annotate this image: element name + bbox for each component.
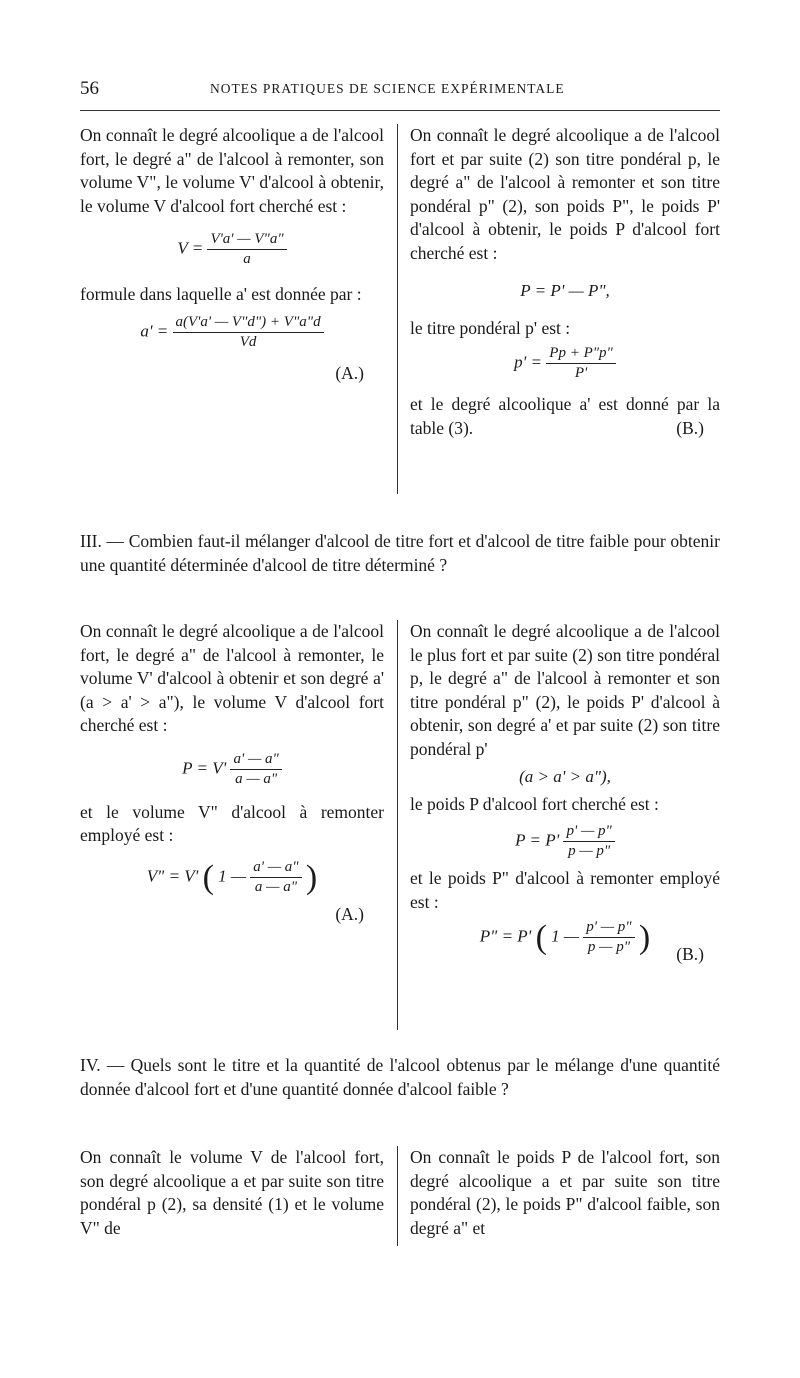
top-block xyxy=(80,124,720,494)
formula-lhs: V" = V' xyxy=(146,865,199,885)
formula-lhs: V = xyxy=(177,238,204,258)
formula-tag: (B.) xyxy=(676,944,704,964)
paragraph: On connaît le degré alcoolique a de l'alcool fort, le degré a" de l'alcool à remonter, son volume V", le volume V' d'alcool à obtenir, le volume V d'alcool fort cherché est : xyxy=(80,125,384,216)
fraction xyxy=(583,918,634,957)
numerator: Pp + P"p" xyxy=(546,344,616,364)
column-divider xyxy=(397,620,398,1030)
paragraph: On connaît le degré alcoolique a de l'alcool le plus fort et par suite (2) son titre pondéral p, le degré a" de l'alcool à remonter et son titre pondéral p" (2), le poids P' d'alcool à obtenir, son degré a' et par suite (2) son titre pondéral p' xyxy=(410,621,720,759)
paragraph: et le poids P" d'alcool à remonter employé est : xyxy=(410,868,720,912)
formula-lhs: P = P' xyxy=(515,830,560,850)
page-number: 56 xyxy=(80,78,99,99)
formula-tag: (B.) xyxy=(676,418,704,438)
formula-title xyxy=(410,344,720,383)
fraction xyxy=(230,750,281,789)
formula-weight-strong xyxy=(410,822,720,861)
section3-left-column xyxy=(80,620,384,926)
section4-right-column xyxy=(410,1146,720,1240)
section-heading-3: III. — Combien faut-il mélanger d'alcool de titre fort et d'alcool de titre faible pour obtenir une quantité déterminée d'alcool de titre déterminé ? xyxy=(80,531,720,575)
denominator: p — p" xyxy=(568,843,611,859)
formula-lhs: P = V' xyxy=(182,757,227,777)
paragraph: et le degré alcoolique a' est donné par la table (3). xyxy=(410,394,720,438)
section3-block xyxy=(80,620,720,1030)
paragraph: et le volume V" d'alcool à remonter employé est : xyxy=(80,801,384,845)
formula-volume-weak xyxy=(80,858,384,897)
paren-close: ) xyxy=(638,918,651,956)
paragraph: On connaît le degré alcoolique a de l'alcool fort, le degré a" de l'alcool à remonter, le volume V' d'alcool à obtenir et son degré a' (a > a' > a"), le volume V d'alcool fort cherché est : xyxy=(80,621,384,735)
top-left-column xyxy=(80,124,384,385)
formula-tag: (A.) xyxy=(335,903,364,924)
formula-volume xyxy=(80,230,384,269)
denominator: Vd xyxy=(239,333,257,350)
fraction xyxy=(173,313,324,352)
paragraph: On connaît le volume V de l'alcool fort, son degré alcoolique a et par suite son titre pondéral p (2), sa densité (1) et le volume V" de xyxy=(80,1147,384,1238)
numerator: p' — p" xyxy=(563,822,614,842)
paren-open: ( xyxy=(535,918,547,956)
top-right-column xyxy=(410,124,720,441)
formula-lhs: a' = xyxy=(140,320,169,340)
section3-right-column xyxy=(410,620,720,967)
formula-one: 1 — xyxy=(218,865,247,885)
formula-lhs: p' = xyxy=(514,352,543,372)
paren-close: ) xyxy=(305,858,318,896)
formula-condition: (a > a' > a"), xyxy=(519,767,611,786)
numerator: a' — a" xyxy=(250,858,301,878)
numerator: p' — p" xyxy=(583,918,634,938)
page-header xyxy=(80,78,720,102)
paragraph: le titre pondéral p' est : xyxy=(410,317,571,338)
fraction xyxy=(546,344,616,383)
paren-open: ( xyxy=(202,858,214,896)
fraction xyxy=(207,230,286,269)
section4-left-column xyxy=(80,1146,384,1240)
paragraph: On connaît le poids P de l'alcool fort, son degré alcoolique a et par suite son titre pondéral (2), le poids P" d'alcool faible, son degré a" et xyxy=(410,1147,720,1238)
running-title: NOTES PRATIQUES DE SCIENCE EXPÉRIMENTALE xyxy=(210,81,565,96)
column-divider xyxy=(397,1146,398,1246)
formula-tag: (A.) xyxy=(335,362,364,383)
formula-weight: P = P' — P", xyxy=(520,281,610,300)
section-heading-4: IV. — Quels sont le titre et la quantité de l'alcool obtenus par le mélange d'une quantité donnée d'alcool fort et d'une quantité donnée d'alcool faible ? xyxy=(80,1055,720,1099)
denominator: a — a" xyxy=(254,878,298,895)
formula-degree xyxy=(80,313,384,352)
denominator: a xyxy=(243,251,251,267)
fraction xyxy=(250,858,301,897)
formula-one: 1 — xyxy=(551,926,580,946)
column-divider xyxy=(397,124,398,494)
denominator: P' xyxy=(574,365,588,381)
paragraph: le poids P d'alcool fort cherché est : xyxy=(410,793,659,814)
header-rule xyxy=(80,110,720,111)
section4-block xyxy=(80,1146,720,1246)
numerator: a' — a" xyxy=(230,750,281,770)
paragraph: formule dans laquelle a' est donnée par : xyxy=(80,284,362,304)
denominator: p — p" xyxy=(587,939,631,955)
numerator: V'a' — V"a" xyxy=(207,230,286,250)
formula-lhs: P" = P' xyxy=(479,926,532,946)
formula-volume-strong xyxy=(80,750,384,789)
denominator: a — a" xyxy=(235,770,278,787)
numerator: a(V'a' — V"d") + V"a"d xyxy=(173,313,324,333)
paragraph: On connaît le degré alcoolique a de l'alcool fort et par suite (2) son titre pondéral p, le degré a" de l'alcool à remonter et son titre pondéral p" (2), son poids P", le poids P' d'alcool à obtenir, le poids P d'alcool fort cherché est : xyxy=(410,125,720,263)
fraction xyxy=(563,822,614,861)
